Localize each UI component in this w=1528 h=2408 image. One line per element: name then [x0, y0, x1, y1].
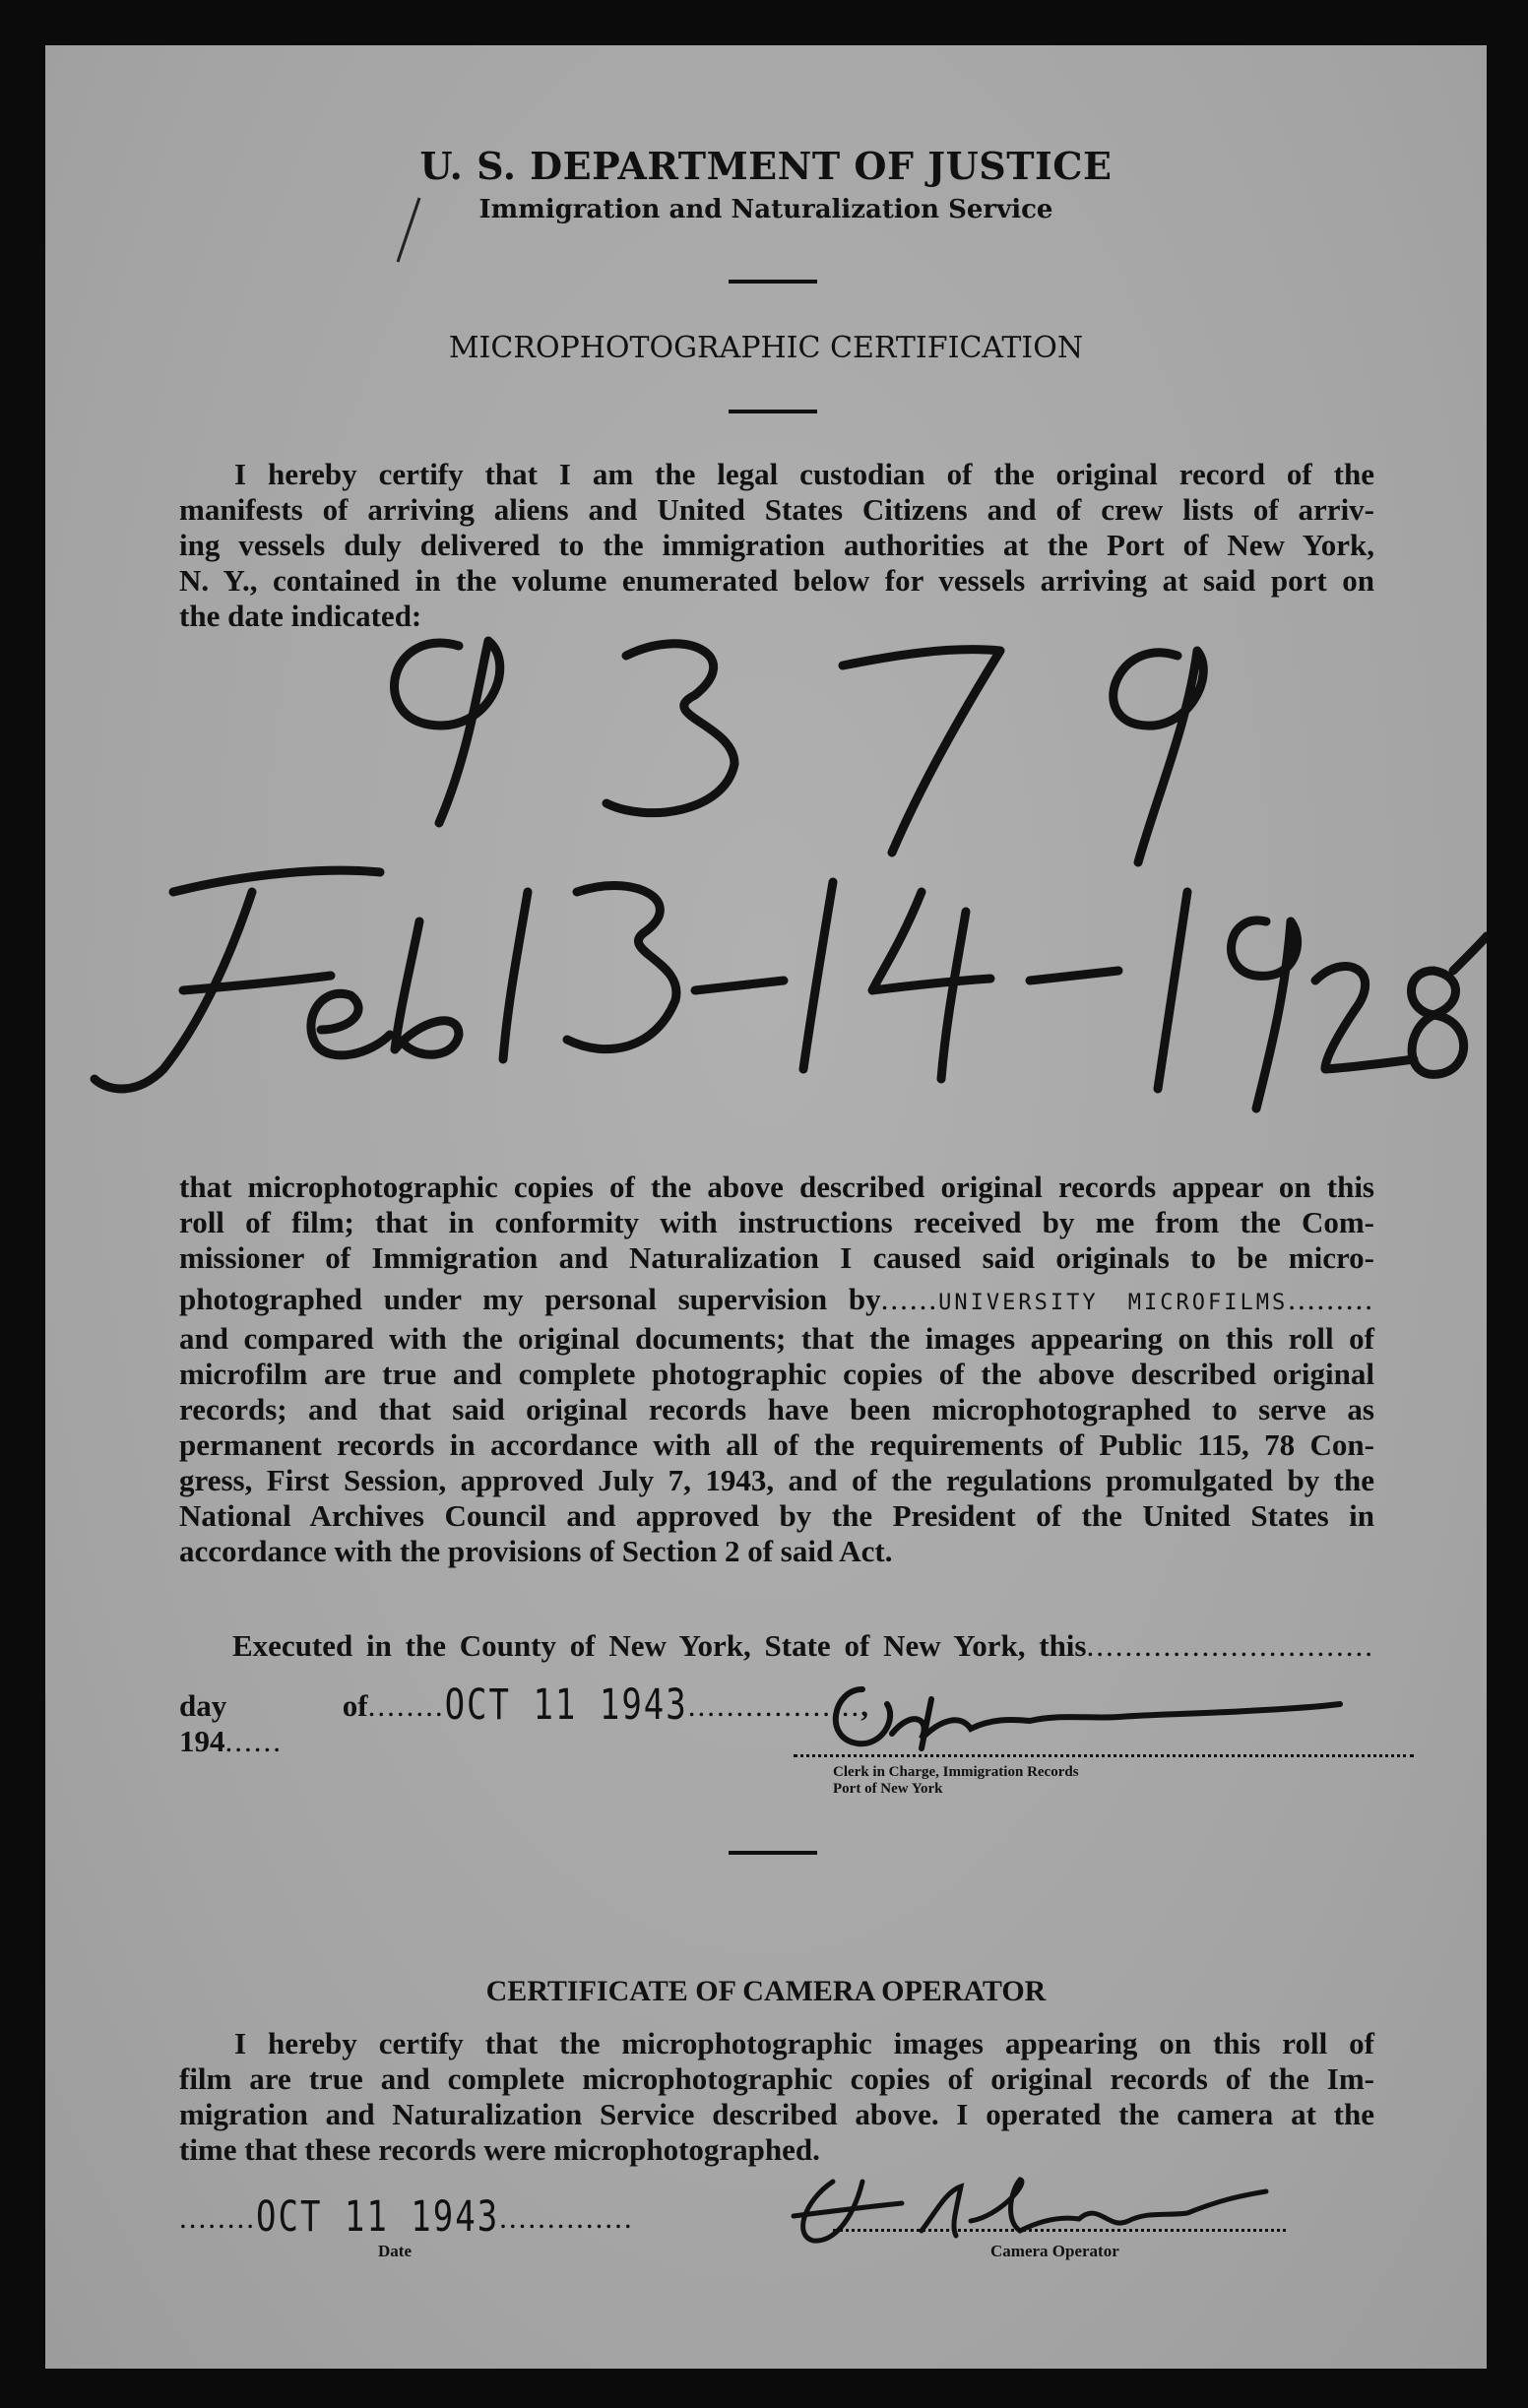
body-line: roll of film; that in conformity with instructions received by me from the Com- — [179, 1205, 1374, 1239]
clerk-title: Clerk in Charge, Immigration Records Port of New York — [833, 1764, 1079, 1797]
camera-operator-label: Camera Operator — [990, 2242, 1119, 2260]
body-line: records; and that said original records have been microphotographed to serve as — [179, 1392, 1374, 1426]
photographed-by-line: photographed under my personal supervision by......UNIVERSITY MICROFILMS......... — [179, 1282, 1375, 1316]
camera-operator-signature — [774, 2162, 1286, 2250]
day-of-line: day of........OCT 11 1943.................., 194...... — [179, 1680, 868, 1758]
body-line: permanent records in accordance with all of the requirements of Public 115, 78 Con- — [179, 1427, 1374, 1462]
camera-paragraph — [179, 2026, 1374, 2168]
intro-line: I hereby certify that I am the legal custodian of the original record of the — [234, 457, 1374, 491]
divider-rule — [729, 280, 817, 284]
clerk-signature-line — [794, 1754, 1414, 1757]
day-of-label: day of — [179, 1688, 368, 1723]
certificate-page — [45, 45, 1487, 2369]
camera-line: I hereby certify that the microphotographic images appearing on this roll of — [234, 2026, 1374, 2060]
body-line: accordance with the provisions of Section 2 of said Act. — [179, 1534, 893, 1568]
body-line: National Archives Council and approved by the President of the United States in — [179, 1498, 1374, 1533]
date-label: Date — [378, 2242, 412, 2260]
body-paragraph — [179, 1170, 1374, 1569]
divider-rule — [729, 1851, 817, 1855]
camera-certificate-title: CERTIFICATE OF CAMERA OPERATOR — [485, 1975, 1047, 2007]
intro-line: the date indicated: — [179, 599, 422, 633]
certification-title: MICROPHOTOGRAPHIC CERTIFICATION — [448, 331, 1084, 365]
divider-rule — [729, 410, 817, 413]
pen-mark — [390, 193, 429, 272]
body-line: gress, First Session, approved July 7, 1943, and of the regulations promulgated by the — [179, 1463, 1374, 1497]
body-line: and compared with the original documents; that the images appearing on this roll of — [179, 1321, 1374, 1356]
camera-line: migration and Naturalization Service described above. I operated the camera at the — [179, 2097, 1374, 2131]
camera-line: film are true and complete microphotographic copies of original records of the Im- — [179, 2061, 1374, 2096]
intro-line: ing vessels duly delivered to the immigration authorities at the Port of New York, — [179, 528, 1374, 562]
camera-date-line: ........OCT 11 1943.............. — [179, 2192, 634, 2242]
body-line: microfilm are true and complete photographic copies of the above described original — [179, 1357, 1374, 1391]
camera-line: time that these records were microphotographed. — [179, 2132, 820, 2167]
executed-line: Executed in the County of New York, State of New York, this.............................. — [232, 1628, 1374, 1663]
camera-date-stamp: OCT 11 1943 — [256, 2192, 500, 2242]
service-subheading: Immigration and Naturalization Service — [478, 195, 1053, 224]
photographed-by-prefix: photographed under my personal supervision by — [179, 1282, 881, 1316]
photographed-by-value: UNIVERSITY MICROFILMS — [938, 1291, 1289, 1315]
department-heading: U. S. DEPARTMENT OF JUSTICE — [419, 144, 1113, 188]
operator-signature-line — [833, 2229, 1286, 2232]
body-line: that microphotographic copies of the above described original records appear on this — [179, 1170, 1374, 1204]
body-line: missioner of Immigration and Naturalization I caused said originals to be micro- — [179, 1240, 1374, 1275]
executed-text: Executed in the County of New York, State of New York, this — [232, 1628, 1087, 1663]
handwritten-volume-and-date — [55, 597, 1487, 1187]
executed-date-stamp: OCT 11 1943 — [444, 1680, 688, 1730]
intro-line: manifests of arriving aliens and United States Citizens and of crew lists of arriv- — [179, 492, 1374, 527]
intro-line: N. Y., contained in the volume enumerated below for vessels arriving at said port on — [179, 563, 1374, 598]
clerk-signature — [803, 1660, 1355, 1768]
year-prefix: , 194 — [179, 1688, 868, 1758]
